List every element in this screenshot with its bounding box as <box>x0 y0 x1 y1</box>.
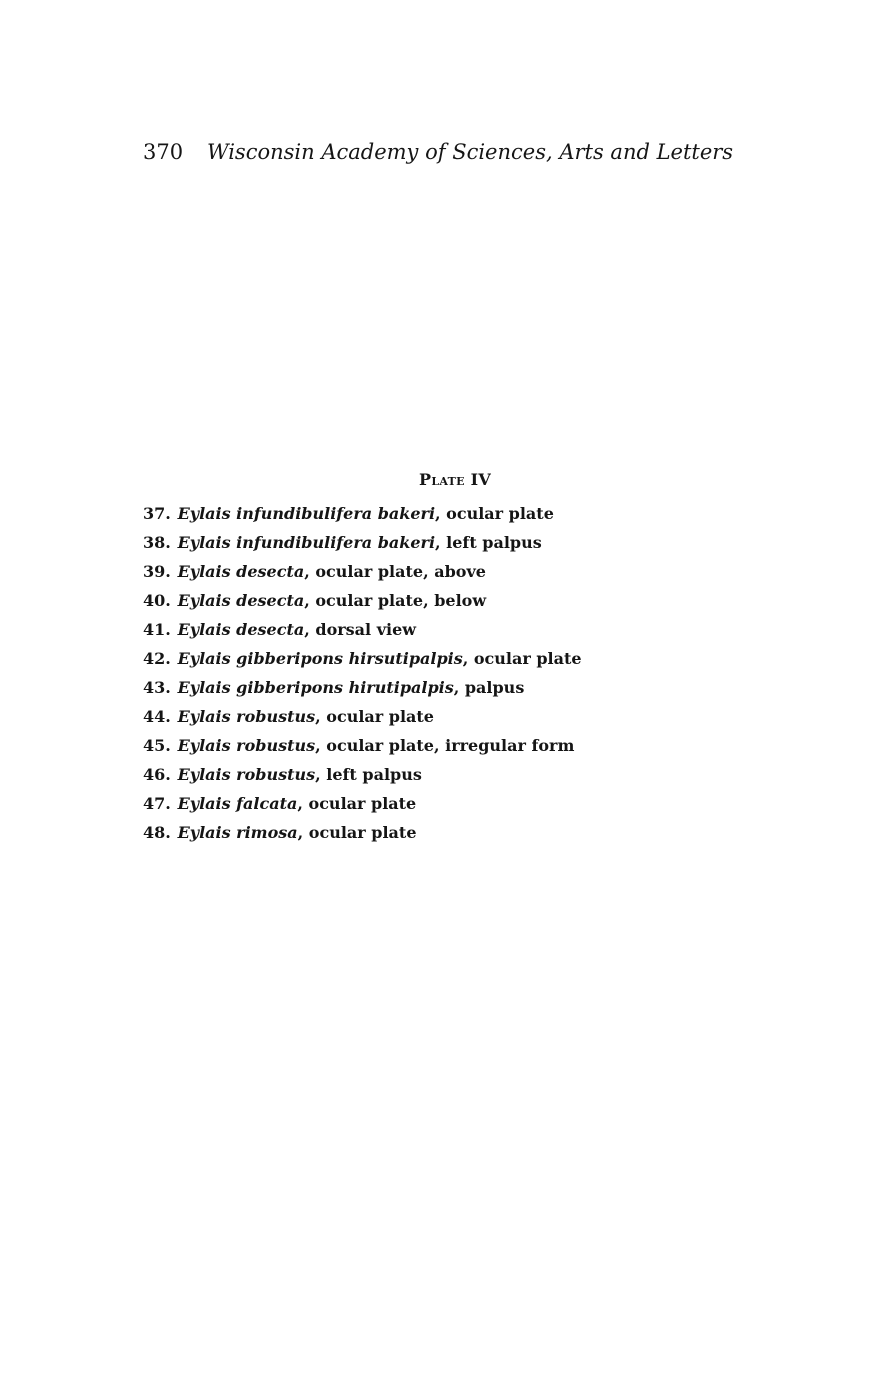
caption-description: , ocular plate <box>297 823 417 842</box>
caption-description: , dorsal view <box>304 620 417 639</box>
caption-taxon: Eylais desecta <box>177 591 305 610</box>
caption-description: , ocular plate, below <box>304 591 487 610</box>
caption-taxon: Eylais robustus <box>177 736 316 755</box>
caption-item <box>143 735 582 764</box>
caption-number: 38. <box>143 533 171 552</box>
caption-taxon: Eylais rimosa <box>177 823 298 842</box>
caption-number: 40. <box>143 591 171 610</box>
journal-title: Wisconsin Academy of Sciences, Arts and Letters <box>207 140 734 164</box>
caption-taxon: Eylais infundibulifera bakeri <box>177 504 436 523</box>
caption-taxon: Eylais desecta <box>177 562 305 581</box>
caption-number: 41. <box>143 620 171 639</box>
caption-item <box>143 677 582 706</box>
caption-taxon: Eylais gibberipons hirsutipalpis <box>177 649 463 668</box>
caption-number: 44. <box>143 707 171 726</box>
caption-number: 42. <box>143 649 171 668</box>
caption-item <box>143 793 582 822</box>
caption-item <box>143 619 582 648</box>
caption-item <box>143 590 582 619</box>
caption-number: 39. <box>143 562 171 581</box>
caption-number: 37. <box>143 504 171 523</box>
caption-description: , ocular plate, above <box>304 562 486 581</box>
caption-description: , left palpus <box>315 765 422 784</box>
caption-taxon: Eylais robustus <box>177 707 316 726</box>
caption-number: 43. <box>143 678 171 697</box>
caption-description: , ocular plate <box>435 504 554 523</box>
caption-item <box>143 503 582 532</box>
caption-number: 45. <box>143 736 171 755</box>
caption-description: , ocular plate <box>297 794 417 813</box>
caption-item <box>143 706 582 735</box>
caption-number: 46. <box>143 765 171 784</box>
caption-description: , left palpus <box>435 533 542 552</box>
caption-taxon: Eylais robustus <box>177 765 316 784</box>
caption-taxon: Eylais falcata <box>177 794 298 813</box>
running-head <box>143 140 733 164</box>
plate-caption-list <box>143 503 582 851</box>
caption-number: 47. <box>143 794 171 813</box>
caption-item <box>143 532 582 561</box>
caption-description: , ocular plate <box>462 649 582 668</box>
caption-item <box>143 822 582 851</box>
page-number: 370 <box>143 140 184 164</box>
plate-heading: Plate IV <box>419 470 492 489</box>
caption-taxon: Eylais gibberipons hirutipalpis <box>177 678 454 697</box>
caption-item <box>143 764 582 793</box>
caption-description: , palpus <box>453 678 525 697</box>
caption-item <box>143 561 582 590</box>
caption-item <box>143 648 582 677</box>
caption-taxon: Eylais desecta <box>177 620 305 639</box>
caption-description: , ocular plate, irregular form <box>315 736 575 755</box>
caption-number: 48. <box>143 823 171 842</box>
caption-taxon: Eylais infundibulifera bakeri <box>177 533 436 552</box>
caption-description: , ocular plate <box>315 707 434 726</box>
